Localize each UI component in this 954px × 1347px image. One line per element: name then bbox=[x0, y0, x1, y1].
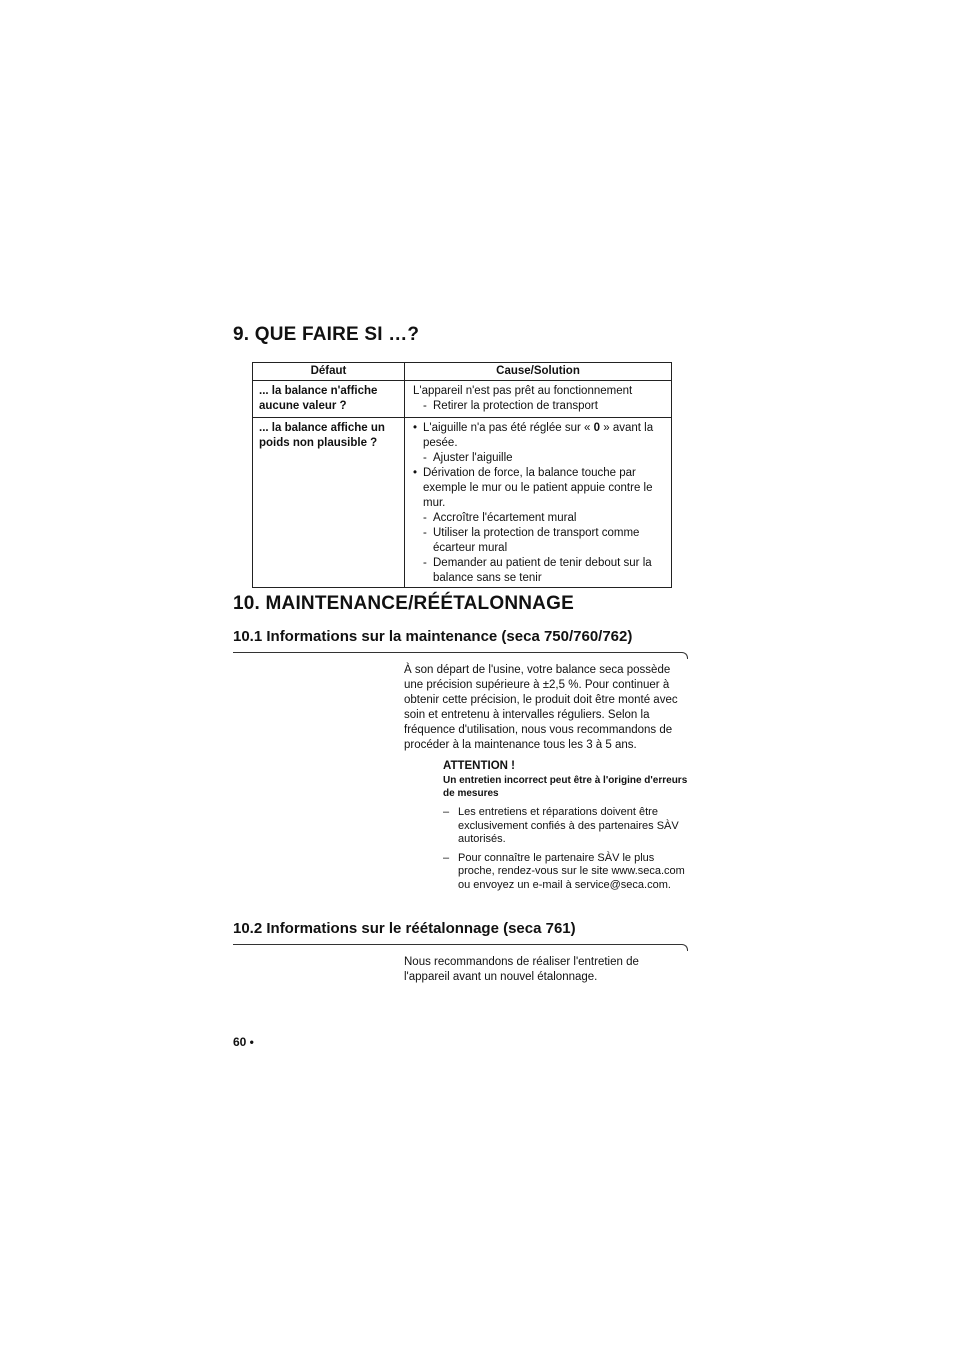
attention-item: – Pour connaître le partenaire SÀV le plus proche, rendez-vous sur le site www.seca.com ou envoyez un e-mail à service@seca.com. bbox=[443, 851, 685, 891]
fault-cell: ... la balance n'affiche aucune valeur ? bbox=[253, 381, 405, 418]
section-10-1-title: 10.1 Informations sur la maintenance (seca 750/760/762) bbox=[233, 628, 633, 645]
section-9-title: 9. QUE FAIRE SI …? bbox=[233, 324, 420, 345]
header-cause-solution: Cause/Solution bbox=[405, 363, 672, 381]
cause-bullet: • L'aiguille n'a pas été réglée sur « 0 » avant la pesée. bbox=[413, 422, 654, 449]
solution-item: - Utiliser la protection de transport comme écarteur mural bbox=[423, 527, 640, 554]
attention-subtitle: Un entretien incorrect peut être à l'origine d'erreurs de mesures bbox=[443, 775, 688, 799]
table-row bbox=[253, 381, 672, 418]
table-row bbox=[253, 418, 672, 588]
cause-cell bbox=[405, 381, 672, 418]
section-rule-hook bbox=[681, 944, 688, 951]
header-defaut: Défaut bbox=[253, 363, 405, 381]
section-10-title: 10. MAINTENANCE/RÉÉTALONNAGE bbox=[233, 593, 574, 614]
troubleshooting-table bbox=[252, 362, 672, 588]
solution-item: - Retirer la protection de transport bbox=[423, 400, 598, 412]
maintenance-paragraph: À son départ de l'usine, votre balance seca possède une précision supérieure à ±2,5 %. Pour continuer à obtenir cette précision, le produit doit être monté avec soin et entretenu à intervalles réguliers. Selon la fréquence d'utilisation, nous vous recommandons de procéder à la maintenance tous les 3 à 5 ans. bbox=[404, 664, 678, 751]
cause-bullet: • Dérivation de force, la balance touche par exemple le mur ou le patient appuie contre le mur. bbox=[413, 467, 653, 509]
attention-title: ATTENTION ! bbox=[443, 760, 515, 772]
solution-item: - Ajuster l'aiguille bbox=[423, 452, 513, 464]
cause-text: L'appareil n'est pas prêt au fonctionnement bbox=[413, 385, 633, 397]
section-10-2-title: 10.2 Informations sur le réétalonnage (seca 761) bbox=[233, 920, 576, 937]
section-rule bbox=[233, 944, 682, 945]
solution-item: - Accroître l'écartement mural bbox=[423, 512, 577, 524]
solution-item: - Demander au patient de tenir debout sur la balance sans se tenir bbox=[423, 557, 652, 584]
cause-cell bbox=[405, 418, 672, 588]
fault-cell: ... la balance affiche un poids non plausible ? bbox=[253, 418, 405, 588]
section-rule bbox=[233, 652, 682, 653]
attention-item: – Les entretiens et réparations doivent être exclusivement confiés à des partenaires SÀV autorisés. bbox=[443, 806, 679, 845]
table-header-row bbox=[253, 363, 672, 381]
page-number: 60 • bbox=[233, 1035, 254, 1049]
section-rule-hook bbox=[681, 652, 688, 659]
attention-block bbox=[443, 760, 693, 892]
recalibration-paragraph: Nous recommandons de réaliser l'entretien de l'appareil avant un nouvel étalonnage. bbox=[404, 956, 639, 983]
